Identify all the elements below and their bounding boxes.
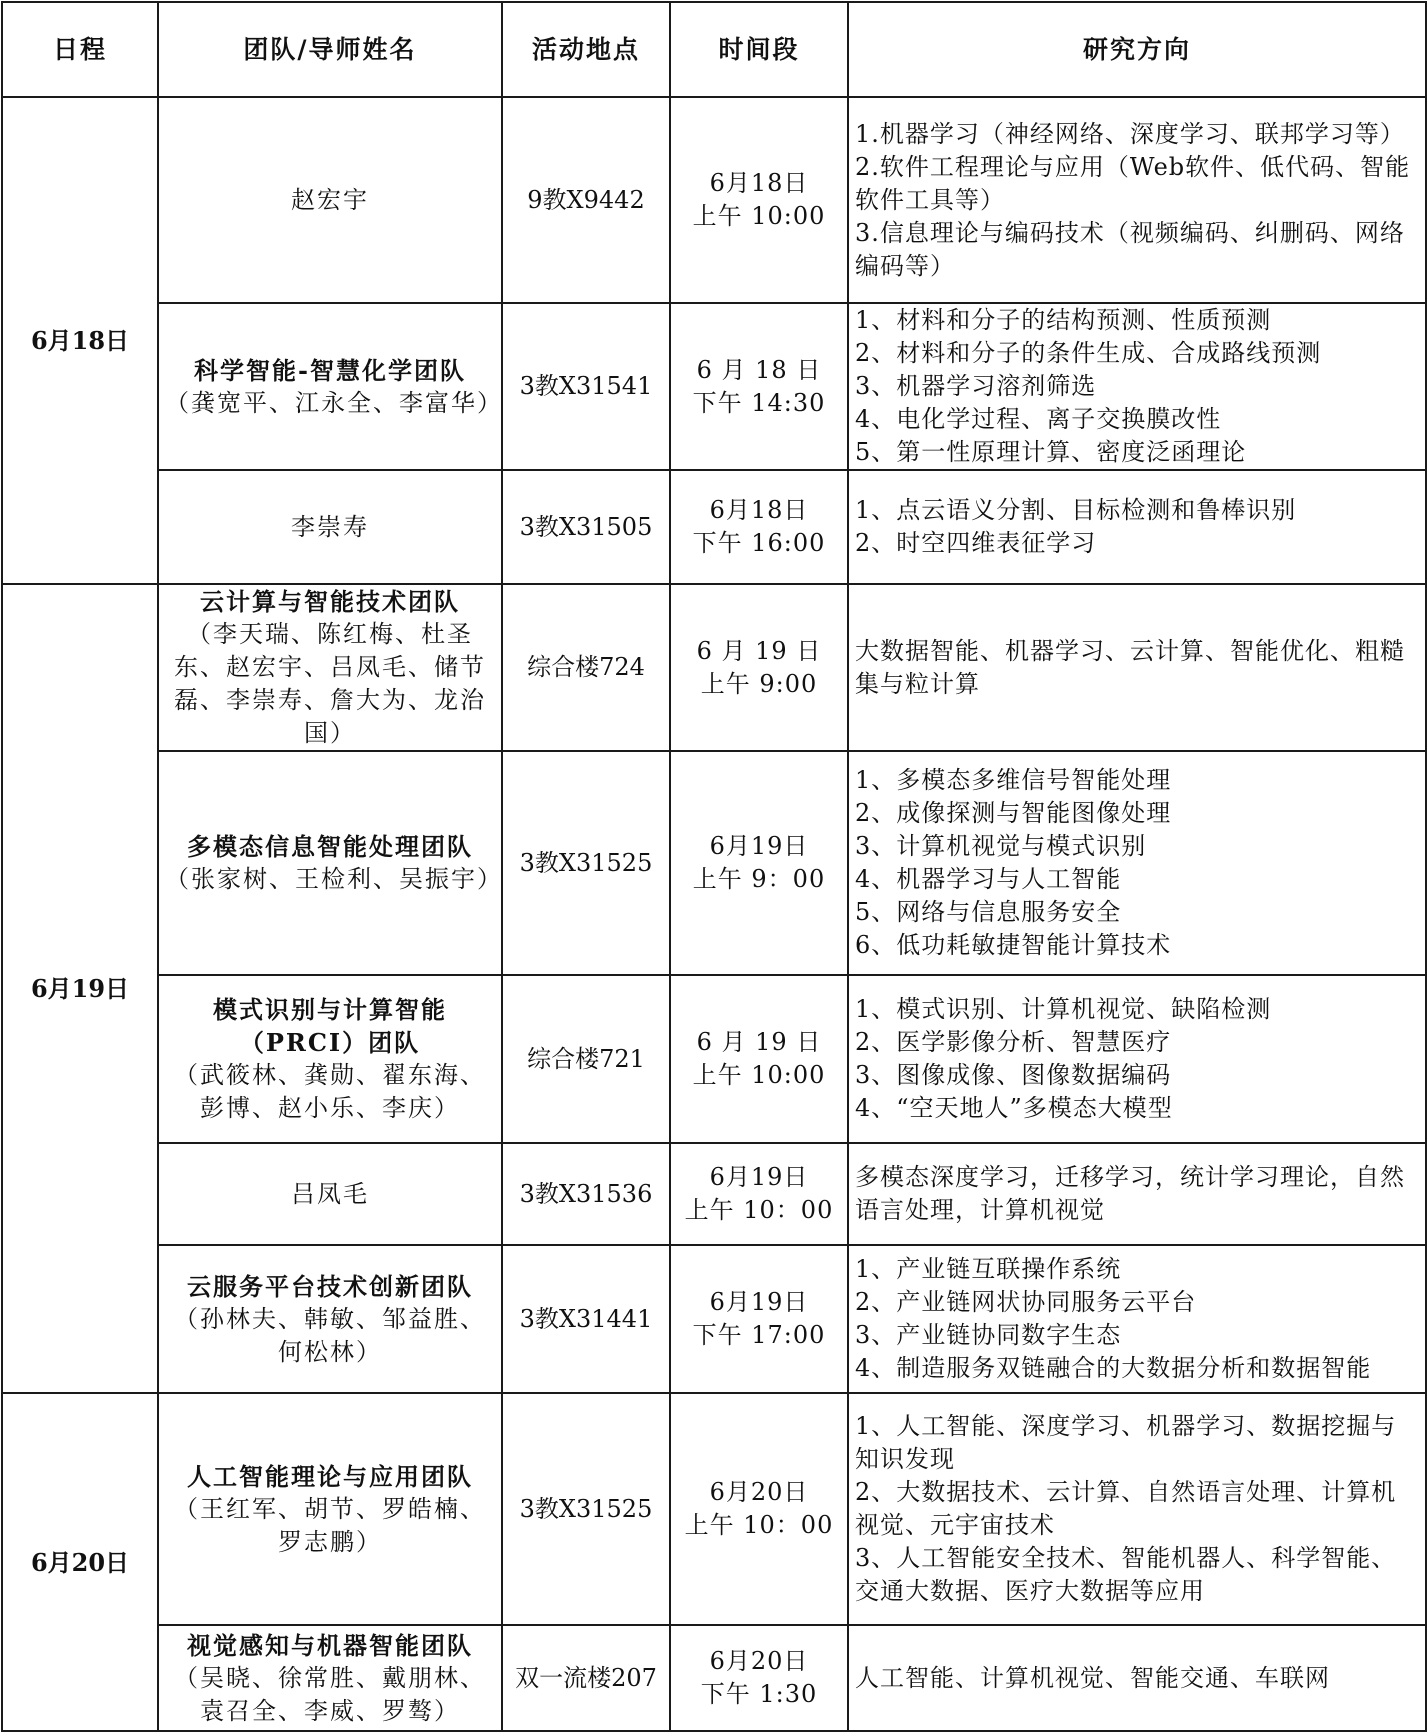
research-topics — [848, 1143, 1426, 1245]
topic-item: 1、点云语义分割、目标检测和鲁棒识别 — [855, 496, 1297, 524]
team-name: 人工智能理论与应用团队 — [187, 1461, 473, 1491]
team-cell — [158, 751, 502, 975]
team-name: 模式识别与计算智能（PRCI）团队 — [213, 995, 447, 1057]
header-location: 活动地点 — [502, 2, 670, 97]
team-name: 视觉感知与机器智能团队 — [187, 1630, 473, 1660]
topic-item: 4、制造服务双链融合的大数据分析和数据智能 — [855, 1354, 1372, 1382]
topic-item: 2、大数据技术、云计算、自然语言处理、计算机视觉、元宇宙技术 — [855, 1478, 1397, 1539]
research-topics — [848, 1245, 1426, 1393]
team-members: （吴晓、徐常胜、戴朋林、袁召全、李威、罗骜） — [174, 1663, 486, 1725]
topic-item: 3、机器学习溶剂筛选 — [855, 372, 1097, 400]
table-row — [2, 470, 1426, 584]
topic-item: 2、医学影像分析、智慧医疗 — [855, 1028, 1172, 1056]
team-cell — [158, 1625, 502, 1731]
team-members: （孙林夫、韩敏、邹益胜、何松林） — [174, 1304, 486, 1366]
location: 9教X9442 — [502, 97, 670, 303]
time-slot: 6月20日 下午 1:30 — [670, 1625, 848, 1731]
team-members: （张家树、王检利、吴振宇） — [165, 865, 503, 893]
team-name: 云计算与智能技术团队 — [200, 587, 460, 616]
research-topics — [848, 975, 1426, 1143]
table-row — [2, 1393, 1426, 1625]
topic-item: 2、时空四维表征学习 — [855, 529, 1097, 557]
location: 综合楼724 — [502, 584, 670, 751]
research-topics — [848, 584, 1426, 751]
day-cell: 6月20日 — [2, 1393, 158, 1731]
time-slot: 6月19日 上午 10：00 — [670, 1143, 848, 1245]
header-date: 日程 — [2, 2, 158, 97]
day-cell: 6月18日 — [2, 97, 158, 584]
team-cell — [158, 1245, 502, 1393]
location: 3教X31541 — [502, 303, 670, 470]
time-slot: 6月18日 下午 16:00 — [670, 470, 848, 584]
topic-item: 2、成像探测与智能图像处理 — [855, 799, 1172, 827]
table-row — [2, 1245, 1426, 1393]
table-row — [2, 1143, 1426, 1245]
location: 3教X31441 — [502, 1245, 670, 1393]
location: 3教X31525 — [502, 1393, 670, 1625]
time-slot: 6月19日 上午 9：00 — [670, 751, 848, 975]
schedule-table — [1, 1, 1427, 1732]
time-slot: 6 月 18 日 下午 14:30 — [670, 303, 848, 470]
topic-item: 多模态深度学习，迁移学习，统计学习理论，自然语言处理，计算机视觉 — [855, 1163, 1405, 1224]
header-team: 团队/导师姓名 — [158, 2, 502, 97]
topic-item: 人工智能、计算机视觉、智能交通、车联网 — [855, 1663, 1330, 1692]
mentor-name: 赵宏宇 — [158, 97, 502, 303]
team-cell — [158, 1393, 502, 1625]
header-row — [2, 2, 1426, 97]
topic-item: 5、网络与信息服务安全 — [855, 898, 1122, 926]
time-slot: 6 月 19 日 上午 9:00 — [670, 584, 848, 751]
team-name: 科学智能-智慧化学团队 — [194, 355, 466, 385]
location: 3教X31505 — [502, 470, 670, 584]
research-topics — [848, 97, 1426, 303]
table-row — [2, 97, 1426, 303]
topic-item: 4、“空天地人”多模态大模型 — [855, 1094, 1173, 1122]
mentor-name: 李崇寿 — [158, 470, 502, 584]
location: 双一流楼207 — [502, 1625, 670, 1731]
research-topics — [848, 470, 1426, 584]
table-row — [2, 751, 1426, 975]
topic-item: 4、电化学过程、离子交换膜改性 — [855, 405, 1222, 433]
time-slot: 6 月 19 日 上午 10:00 — [670, 975, 848, 1143]
topic-item: 3、图像成像、图像数据编码 — [855, 1061, 1172, 1089]
topic-item: 1.机器学习（神经网络、深度学习、联邦学习等） — [855, 119, 1405, 148]
topic-item: 1、多模态多维信号智能处理 — [855, 766, 1172, 794]
mentor-name: 吕凤毛 — [158, 1143, 502, 1245]
day-cell: 6月19日 — [2, 584, 158, 1393]
topic-item: 1、模式识别、计算机视觉、缺陷检测 — [855, 995, 1272, 1023]
table-row — [2, 1625, 1426, 1731]
topic-item: 3、人工智能安全技术、智能机器人、科学智能、交通大数据、医疗大数据等应用 — [855, 1544, 1397, 1605]
location: 综合楼721 — [502, 975, 670, 1143]
team-cell — [158, 584, 502, 751]
team-members: （龚宽平、江永全、李富华） — [165, 388, 503, 417]
topic-item: 4、机器学习与人工智能 — [855, 865, 1122, 893]
header-time: 时间段 — [670, 2, 848, 97]
header-research: 研究方向 — [848, 2, 1426, 97]
team-members: （李天瑞、陈红梅、杜圣东、赵宏宇、吕凤毛、储节磊、李崇寿、詹大为、龙治国） — [174, 620, 486, 747]
team-members: （王红军、胡节、罗皓楠、罗志鹏） — [174, 1494, 486, 1556]
time-slot: 6月20日 上午 10：00 — [670, 1393, 848, 1625]
team-cell — [158, 975, 502, 1143]
topic-item: 3、产业链协同数字生态 — [855, 1321, 1122, 1349]
topic-item: 1、人工智能、深度学习、机器学习、数据挖掘与知识发现 — [855, 1412, 1397, 1473]
location: 3教X31536 — [502, 1143, 670, 1245]
topic-item: 5、第一性原理计算、密度泛函理论 — [855, 438, 1247, 466]
table-row — [2, 975, 1426, 1143]
team-name: 多模态信息智能处理团队 — [187, 832, 473, 861]
research-topics — [848, 303, 1426, 470]
topic-item: 6、低功耗敏捷智能计算技术 — [855, 931, 1172, 959]
topic-item: 1、产业链互联操作系统 — [855, 1255, 1122, 1283]
time-slot: 6月18日 上午 10:00 — [670, 97, 848, 303]
location: 3教X31525 — [502, 751, 670, 975]
table-row — [2, 303, 1426, 470]
team-members: （武筱林、龚勋、翟东海、彭博、赵小乐、李庆） — [174, 1061, 486, 1122]
research-topics — [848, 1625, 1426, 1731]
topic-item: 2、材料和分子的条件生成、合成路线预测 — [855, 339, 1322, 367]
research-topics — [848, 751, 1426, 975]
topic-item: 2.软件工程理论与应用（Web软件、低代码、智能软件工具等） — [855, 152, 1411, 214]
research-topics — [848, 1393, 1426, 1625]
time-slot: 6月19日 下午 17:00 — [670, 1245, 848, 1393]
table-row — [2, 584, 1426, 751]
topic-item: 3、计算机视觉与模式识别 — [855, 832, 1147, 860]
topic-item: 3.信息理论与编码技术（视频编码、纠删码、网络编码等） — [855, 218, 1405, 280]
team-name: 云服务平台技术创新团队 — [187, 1271, 473, 1301]
topic-item: 2、产业链网状协同服务云平台 — [855, 1288, 1197, 1316]
topic-item: 大数据智能、机器学习、云计算、智能优化、粗糙集与粒计算 — [855, 636, 1405, 698]
topic-item: 1、材料和分子的结构预测、性质预测 — [855, 306, 1272, 334]
team-cell — [158, 303, 502, 470]
